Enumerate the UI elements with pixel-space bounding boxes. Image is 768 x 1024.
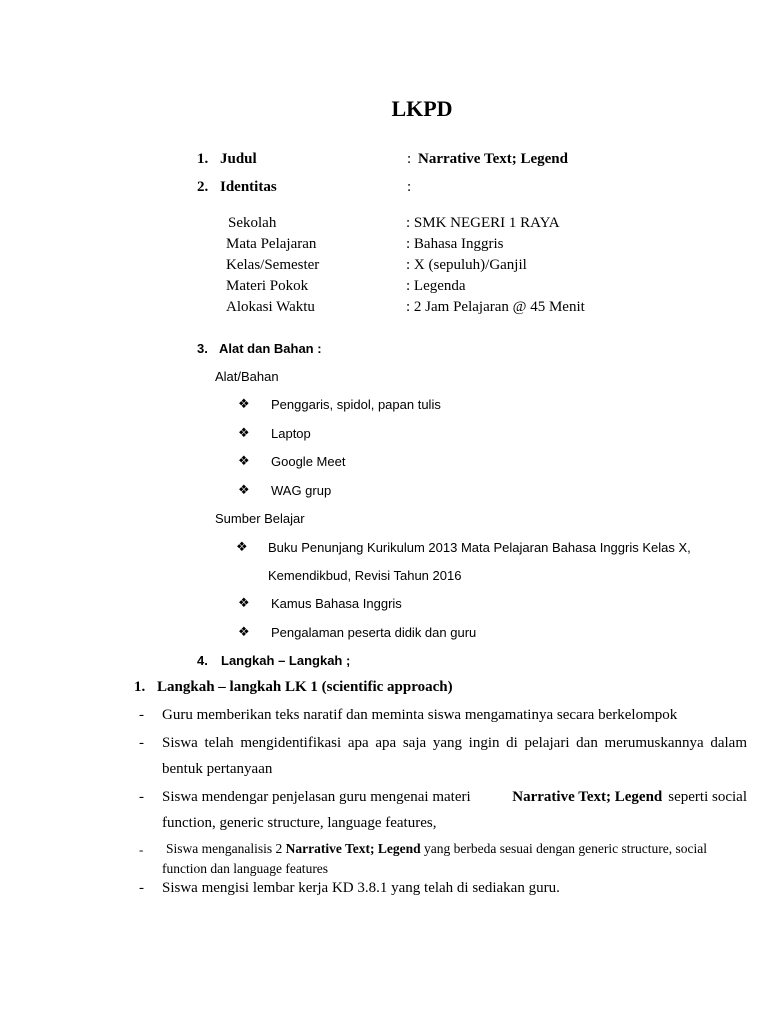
step-text: Siswa telah mengidentifikasi apa apa saja yang ingin di pelajari dan merumuskannya dalam <box>162 735 747 751</box>
diamond-bullet-icon: ❖ <box>238 426 250 441</box>
judul-number: 1. <box>197 151 209 167</box>
lk1-heading: Langkah – langkah LK 1 (scientific approach) <box>157 679 453 695</box>
step-text: Guru memberikan teks naratif dan meminta siswa mengamatinya secara berkelompok <box>162 707 678 723</box>
identitas-row-value: : X (sepuluh)/Ganjil <box>406 257 527 273</box>
step-dash: - <box>139 735 144 751</box>
identitas-row-value: : Bahasa Inggris <box>406 236 504 252</box>
step-text-bold: Narrative Text; Legend <box>285 841 421 856</box>
step-dash: - <box>139 789 144 805</box>
identitas-row-label: Materi Pokok <box>226 278 309 294</box>
list-item: Buku Penunjang Kurikulum 2013 Mata Pelajaran Bahasa Inggris Kelas X, <box>268 540 691 555</box>
diamond-bullet-icon: ❖ <box>238 625 250 640</box>
step-text <box>166 841 707 857</box>
alat-bahan-label: Alat/Bahan <box>215 369 279 384</box>
list-item-continuation: Kemendikbud, Revisi Tahun 2016 <box>268 568 462 583</box>
judul-value: Narrative Text; Legend <box>418 151 568 167</box>
step-text-continuation: bentuk pertanyaan <box>162 761 273 777</box>
langkah-number: 4. <box>197 653 208 668</box>
sumber-belajar-label: Sumber Belajar <box>215 511 305 526</box>
identitas-row-label: Kelas/Semester <box>226 257 320 273</box>
identitas-row-label: Sekolah <box>228 215 277 231</box>
step-text: Siswa mengisi lembar kerja KD 3.8.1 yang telah di sediakan guru. <box>162 880 560 896</box>
step-dash: - <box>139 842 144 857</box>
diamond-bullet-icon: ❖ <box>238 596 250 611</box>
identitas-number: 2. <box>197 179 209 195</box>
step-text-post: yang berbeda sesuai dengan generic structure, social <box>420 841 707 856</box>
list-item: Laptop <box>271 426 311 441</box>
diamond-bullet-icon: ❖ <box>238 397 250 412</box>
identitas-row-value: : 2 Jam Pelajaran @ 45 Menit <box>406 299 585 315</box>
page-title: LKPD <box>391 96 453 121</box>
judul-label: Judul <box>220 151 257 167</box>
step-dash: - <box>139 880 144 896</box>
step-text-post: seperti social <box>668 789 747 805</box>
identitas-label: Identitas <box>220 179 277 195</box>
list-item: Pengalaman peserta didik dan guru <box>271 625 477 640</box>
step-text-pre: Siswa mendengar penjelasan guru mengenai materi <box>162 789 471 805</box>
step-text-continuation: function dan language features <box>162 861 329 876</box>
identitas-row-value: : SMK NEGERI 1 RAYA <box>406 215 560 231</box>
step-text-continuation: function, generic structure, language features, <box>162 815 437 831</box>
diamond-bullet-icon: ❖ <box>238 454 250 469</box>
identitas-row-value: : Legenda <box>406 278 466 294</box>
step-dash: - <box>139 707 144 723</box>
alat-heading: Alat dan Bahan : <box>219 341 322 356</box>
list-item: Kamus Bahasa Inggris <box>271 596 402 611</box>
identitas-colon: : <box>407 179 412 195</box>
step-text-pre: Siswa menganalisis 2 <box>166 841 286 856</box>
identitas-row-label: Mata Pelajaran <box>226 236 317 252</box>
diamond-bullet-icon: ❖ <box>236 540 248 555</box>
identitas-row-label: Alokasi Waktu <box>226 299 315 315</box>
list-item: WAG grup <box>271 483 332 498</box>
step-text <box>162 789 747 806</box>
step-text-bold: Narrative Text; Legend <box>512 789 663 805</box>
alat-number: 3. <box>197 341 208 356</box>
diamond-bullet-icon: ❖ <box>238 483 250 498</box>
langkah-heading: Langkah – Langkah ; <box>221 653 351 668</box>
lk1-number: 1. <box>134 679 146 695</box>
list-item: Penggaris, spidol, papan tulis <box>271 397 441 412</box>
judul-colon: : <box>407 151 412 167</box>
list-item: Google Meet <box>271 454 346 469</box>
